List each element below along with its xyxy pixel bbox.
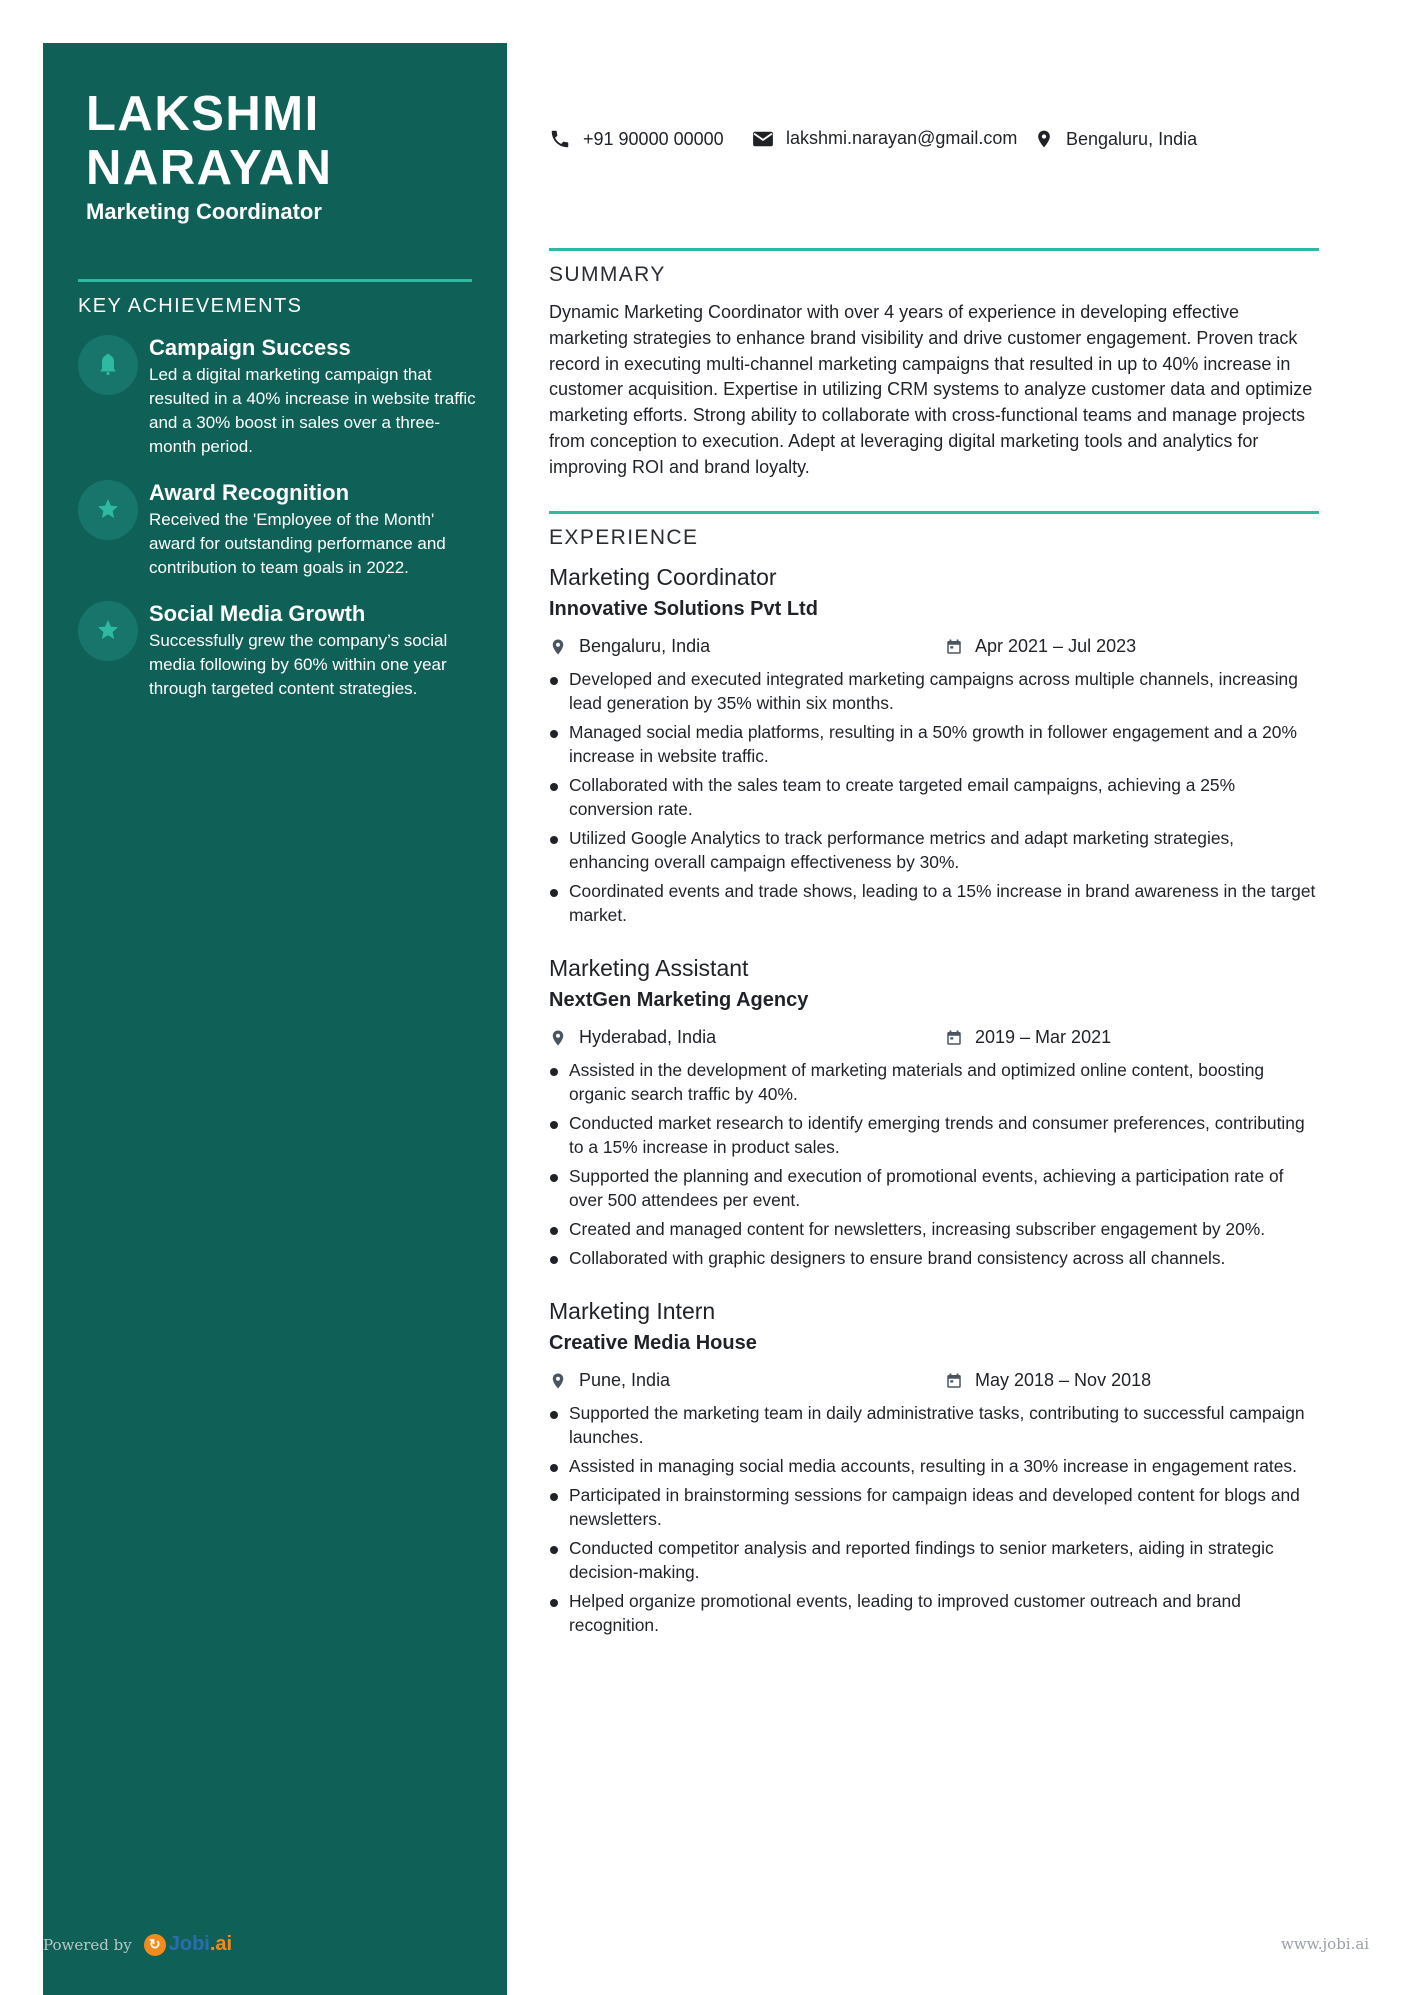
map-pin-icon	[1034, 128, 1054, 150]
map-pin-icon	[549, 1371, 567, 1391]
job-bullet: Managed social media platforms, resulting in a 50% growth in follower engagement and a 20% increase in website traffic.	[549, 720, 1319, 768]
job-bullets	[549, 1058, 1319, 1275]
achievement-title: Campaign Success	[149, 335, 351, 360]
experience-heading: EXPERIENCE	[549, 526, 699, 549]
achievement-icon-badge	[78, 335, 138, 395]
star-icon	[96, 497, 120, 521]
contact-location	[1034, 128, 1197, 150]
job-bullet: Created and managed content for newsletters, increasing subscriber engagement by 20%.	[549, 1217, 1319, 1241]
website-link[interactable]: www.jobi.ai	[1281, 1935, 1370, 1953]
calendar-icon	[945, 1372, 963, 1390]
job-bullet: Helped organize promotional events, leading to improved customer outreach and brand recognition.	[549, 1589, 1319, 1637]
summary-heading: SUMMARY	[549, 263, 666, 286]
job-bullet: Supported the marketing team in daily administrative tasks, contributing to successful campaign launches.	[549, 1401, 1319, 1449]
sidebar	[43, 43, 507, 1995]
job-bullet: Coordinated events and trade shows, leading to a 15% increase in brand awareness in the target market.	[549, 879, 1319, 927]
powered-by	[43, 1933, 232, 1956]
contact-phone[interactable]	[549, 128, 724, 150]
job-location-text: Hyderabad, India	[579, 1027, 717, 1047]
job-title: Marketing Coordinator	[549, 564, 777, 590]
job-title: Marketing Assistant	[549, 955, 749, 981]
first-name: LAKSHMI	[86, 87, 320, 141]
job-bullet: Assisted in managing social media accounts, resulting in a 30% increase in engagement rates.	[549, 1454, 1319, 1478]
jobi-logo-icon: ↻	[144, 1934, 166, 1956]
achievement-icon-badge	[78, 480, 138, 540]
job-bullet: Developed and executed integrated marketing campaigns across multiple channels, increasing lead generation by 35% within six months.	[549, 667, 1319, 715]
job-location-text: Bengaluru, India	[579, 636, 711, 656]
job-dates-text: Apr 2021 – Jul 2023	[975, 636, 1137, 656]
sidebar-divider	[78, 279, 472, 282]
company-name: Innovative Solutions Pvt Ltd	[549, 598, 818, 620]
achievement-description: Successfully grew the company’s social media following by 60% within one year through targeted content strategies.	[149, 631, 448, 698]
powered-by-text: Powered by	[43, 1935, 132, 1954]
job-bullet: Conducted competitor analysis and reported findings to senior marketers, aiding in strategic decision-making.	[549, 1536, 1319, 1584]
achievement-description: Led a digital marketing campaign that resulted in a 40% increase in website traffic and a 30% boost in sales over a three-month period.	[149, 365, 476, 456]
job-role: Marketing Coordinator	[86, 199, 322, 224]
logo-suffix: .ai	[209, 1933, 233, 1955]
job-bullet: Supported the planning and execution of promotional events, achieving a participation rate of over 500 attendees per event.	[549, 1164, 1319, 1212]
job-dates	[945, 1370, 1151, 1391]
job-bullets	[549, 667, 1319, 932]
job-location	[549, 1370, 670, 1391]
jobi-logo[interactable]	[144, 1933, 232, 1956]
job-bullet: Conducted market research to identify emerging trends and consumer preferences, contributing to a 15% increase in product sales.	[549, 1111, 1319, 1159]
summary-divider	[549, 248, 1319, 251]
contact-email[interactable]	[752, 128, 1017, 149]
job-bullet: Utilized Google Analytics to track performance metrics and adapt marketing strategies, enhancing overall campaign effectiveness by 30%.	[549, 826, 1319, 874]
last-name: NARAYAN	[86, 141, 333, 195]
job-dates-text: May 2018 – Nov 2018	[975, 1370, 1152, 1390]
phone-number: +91 90000 00000	[583, 128, 724, 149]
job-location	[549, 636, 710, 657]
achievement-icon-badge	[78, 601, 138, 661]
calendar-icon	[945, 1029, 963, 1047]
achievement-title: Social Media Growth	[149, 601, 366, 626]
logo-word: Jobi	[168, 1933, 210, 1955]
job-bullet: Participated in brainstorming sessions for campaign ideas and developed content for blogs and newsletters.	[549, 1483, 1319, 1531]
achievements-heading: KEY ACHIEVEMENTS	[78, 295, 303, 317]
job-dates	[945, 636, 1136, 657]
map-pin-icon	[549, 637, 567, 657]
job-location	[549, 1027, 716, 1048]
job-location-text: Pune, India	[579, 1370, 671, 1390]
email-address: lakshmi.narayan@gmail.com	[786, 128, 1018, 148]
map-pin-icon	[549, 1028, 567, 1048]
envelope-icon	[752, 130, 774, 148]
location-text: Bengaluru, India	[1066, 128, 1198, 149]
job-title: Marketing Intern	[549, 1298, 716, 1324]
star-icon	[96, 618, 120, 642]
phone-icon	[549, 128, 571, 150]
job-bullets	[549, 1401, 1319, 1642]
job-dates-text: 2019 – Mar 2021	[975, 1027, 1112, 1047]
experience-divider	[549, 511, 1319, 514]
job-bullet: Collaborated with graphic designers to ensure brand consistency across all channels.	[549, 1246, 1319, 1270]
achievement-title: Award Recognition	[149, 480, 350, 505]
job-bullet: Assisted in the development of marketing materials and optimized online content, boosting organic search traffic by 40%.	[549, 1058, 1319, 1106]
candidate-name	[86, 87, 333, 195]
calendar-icon	[945, 638, 963, 656]
bell-icon	[96, 352, 120, 376]
company-name: NextGen Marketing Agency	[549, 989, 809, 1011]
company-name: Creative Media House	[549, 1332, 757, 1354]
job-dates	[945, 1027, 1111, 1048]
achievement-description: Received the 'Employee of the Month' award for outstanding performance and contribution to team goals in 2022.	[149, 510, 446, 577]
summary-text: Dynamic Marketing Coordinator with over 4 years of experience in developing effective marketing strategies to enhance brand visibility and drive customer engagement. Proven track record in executing multi-channel marketing campaigns that resulted in up to 40% increase in customer acquisition. Expertise in utilizing CRM systems to analyze customer data and optimize marketing efforts. Strong ability to collaborate with cross-functional teams and manage projects from conception to execution. Adept at leveraging digital marketing tools and analytics for improving ROI and brand loyalty.	[549, 302, 1313, 477]
job-bullet: Collaborated with the sales team to create targeted email campaigns, achieving a 25% conversion rate.	[549, 773, 1319, 821]
